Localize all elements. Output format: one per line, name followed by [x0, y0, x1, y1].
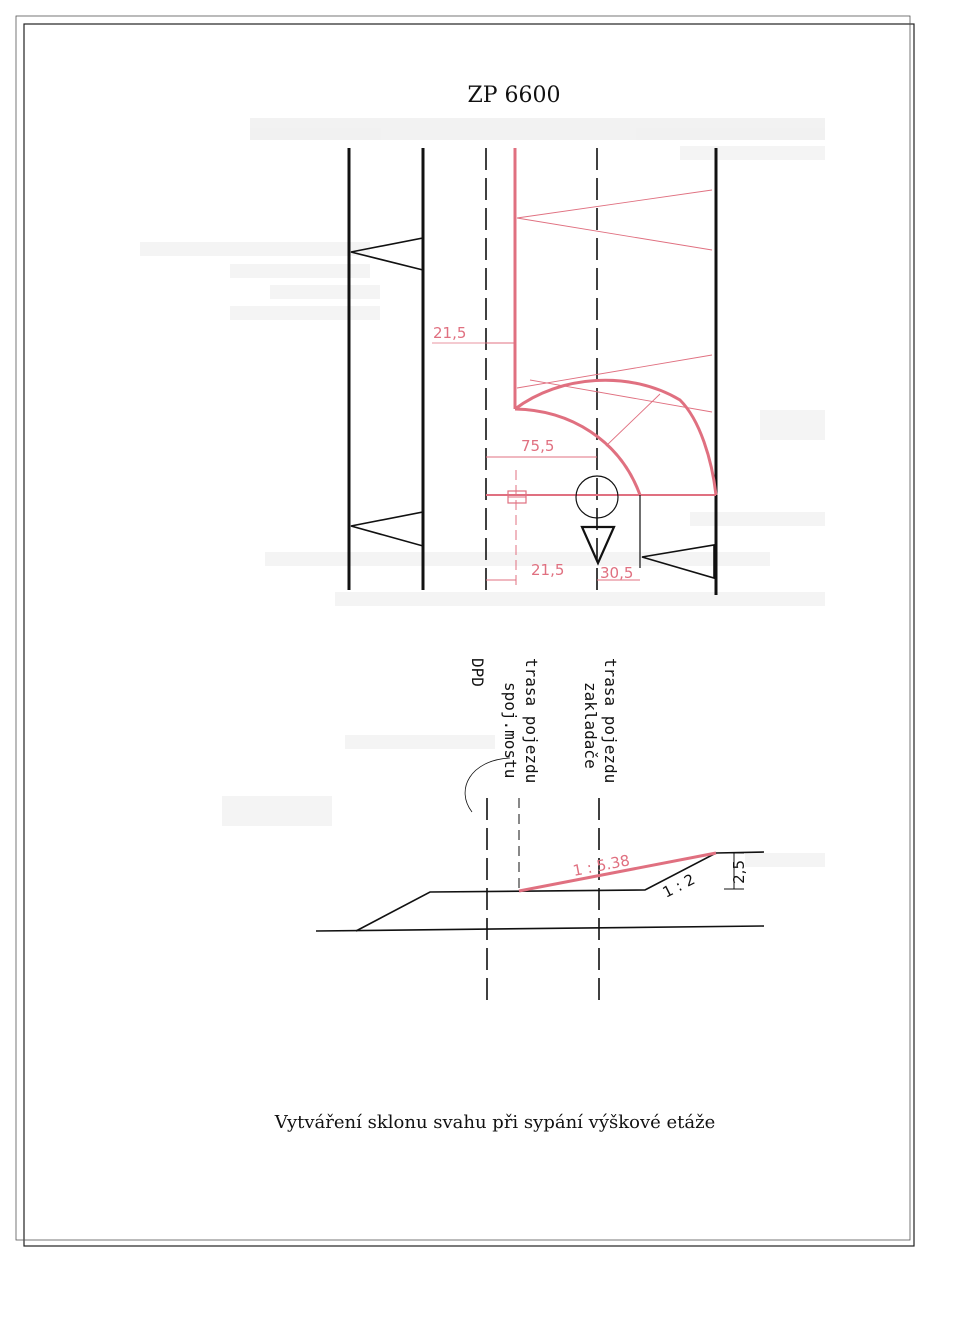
show-through-marks	[140, 118, 825, 867]
ground-line	[316, 926, 764, 931]
label-dpd: DPD	[468, 658, 487, 687]
dimension-21-5-top: 21,5	[433, 324, 467, 342]
arrow-mark-lower-left	[351, 512, 423, 546]
label-excavator-track-1: trasa pojezdu	[601, 658, 620, 784]
inner-frame	[16, 16, 910, 1240]
dimension-75-5: 75,5	[521, 437, 555, 455]
drawing-caption: Vytváření sklonu svahu při sypání výškové etáže	[274, 1112, 716, 1133]
label-excavator-track-2: zakladače	[581, 682, 600, 769]
outer-frame	[24, 24, 914, 1246]
embankment-profile	[356, 852, 764, 931]
slope-ratio-black: 1 : 2	[659, 870, 698, 902]
hatch-lines	[517, 190, 712, 446]
dimension-21-5-bottom: 21,5	[531, 561, 565, 579]
plan-view	[349, 148, 716, 595]
dimension-lines	[486, 343, 640, 580]
section-view	[316, 798, 764, 1000]
dimension-30-5: 30,5	[600, 564, 634, 582]
label-bridge-track-1: trasa pojezdu	[522, 658, 541, 784]
label-bridge-track-2: spoj.mostu	[501, 682, 520, 779]
height-value: 2,5	[730, 860, 748, 884]
slope-ratio-red: 1 : 5.38	[571, 851, 632, 880]
drawing-title: ZP 6600	[467, 83, 561, 108]
